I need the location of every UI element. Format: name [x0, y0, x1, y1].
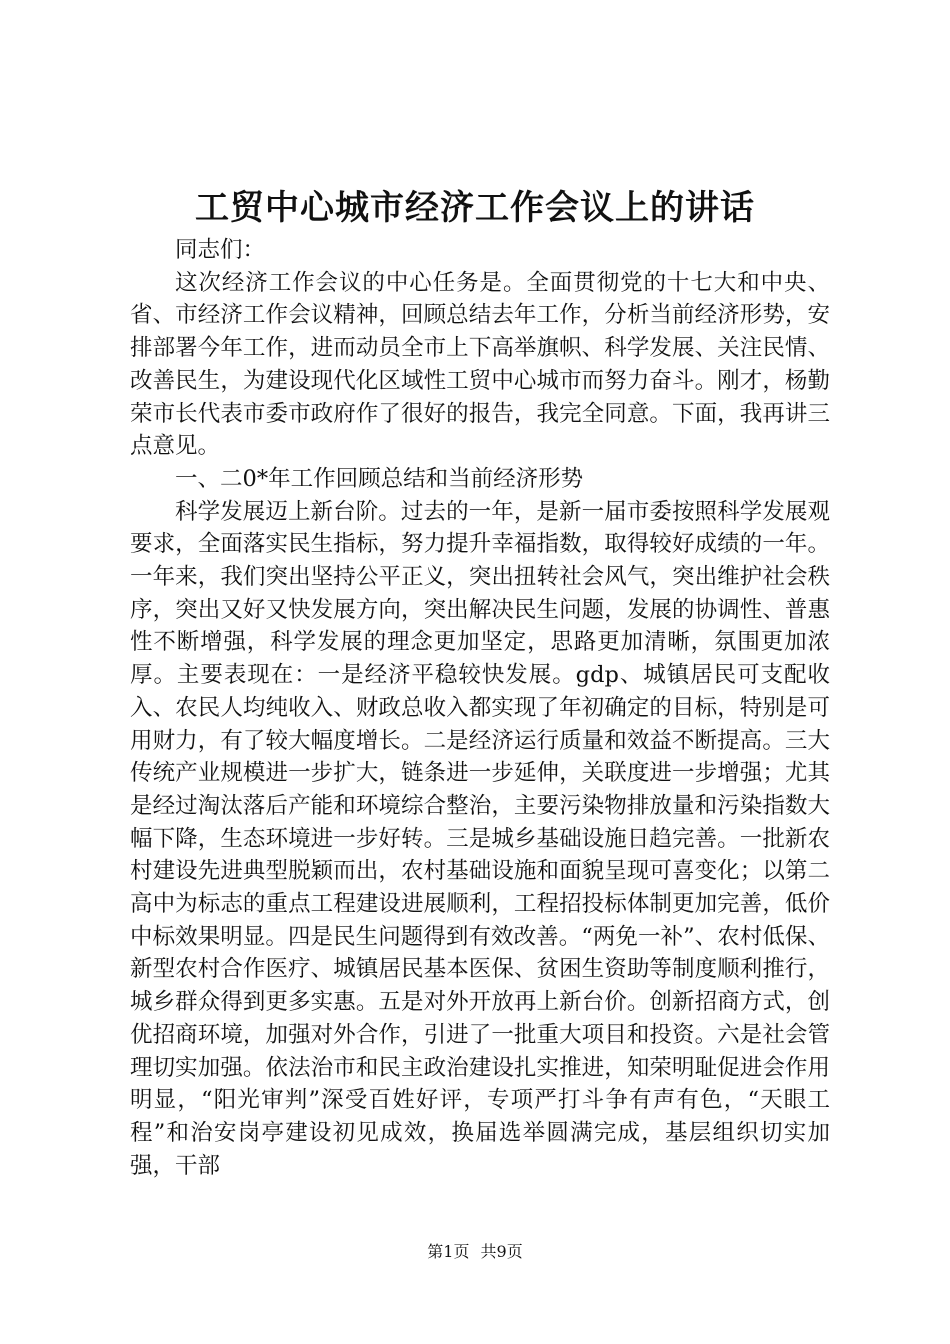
section-heading: 一、二0*年工作回顾总结和当前经济形势: [175, 465, 584, 492]
paragraph-intro: 这次经济工作会议的中心任务是。全面贯彻党的十七大和中央、省、市经济工作会议精神，回顾总结去年工作，分析当前经济形势，安排部署今年工作，进而动员全市上下高举旗帜、科学发展、关注民情、改善民生，为建设现代化区域性工贸中心城市而努力奋斗。刚才，杨勤荣市长代表市委市政府作了很好的报告，我完全同意。下面，我再讲三点意见。: [130, 269, 830, 460]
page-total: 共9页: [480, 1242, 523, 1261]
paragraph-review: 科学发展迈上新台阶。过去的一年，是新一届市委按照科学发展观要求，全面落实民生指标，努力提升幸福指数，取得较好成绩的一年。一年来，我们突出坚持公平正义，突出扭转社会风气，突出维护社会秩序，突出又好又快发展方向，突出解决民生问题，发展的协调性、普惠性不断增强，科学发展的理念更加坚定，思路更加清晰，氛围更加浓厚。主要表现在：一是经济平稳较快发展。gdp、城镇居民可支配收入、农民人均纯收入、财政总收入都实现了年初确定的目标，特别是可用财力，有了较大幅度增长。二是经济运行质量和效益不断提高。三大传统产业规模进一步扩大，链条进一步延伸，关联度进一步增强；尤其是经过淘汰落后产能和环境综合整治，主要污染物排放量和污染指数大幅下降，生态环境进一步好转。三是城乡基础设施日趋完善。一批新农村建设先进典型脱颖而出，农村基础设施和面貌呈现可喜变化；以第二高中为标志的重点工程建设进展顺利，工程招投标体制更加完善，低价中标效果明显。四是民生问题得到有效改善。“两免一补”、农村低保、新型农村合作医疗、城镇居民基本医保、贫困生资助等制度顺利推行，城乡群众得到更多实惠。五是对外开放再上新台价。创新招商方式，创优招商环境，加强对外合作，引进了一批重大项目和投资。六是社会管理切实加强。依法治市和民主政治建设扎实推进，知荣明耻促进会作用明显，“阳光审判”深受百姓好评，专项严打斗争有声有色，“天眼工程”和治安岗亭建设初见成效，换届选举圆满完成，基层组织切实加强，干部: [130, 498, 830, 1179]
salutation: 同志们：: [175, 237, 266, 263]
page-number: 第1页: [427, 1242, 470, 1261]
page-footer: [0, 1240, 950, 1264]
document-body: [130, 234, 830, 1182]
document-title: 工贸中心城市经济工作会议上的讲话: [195, 188, 755, 228]
